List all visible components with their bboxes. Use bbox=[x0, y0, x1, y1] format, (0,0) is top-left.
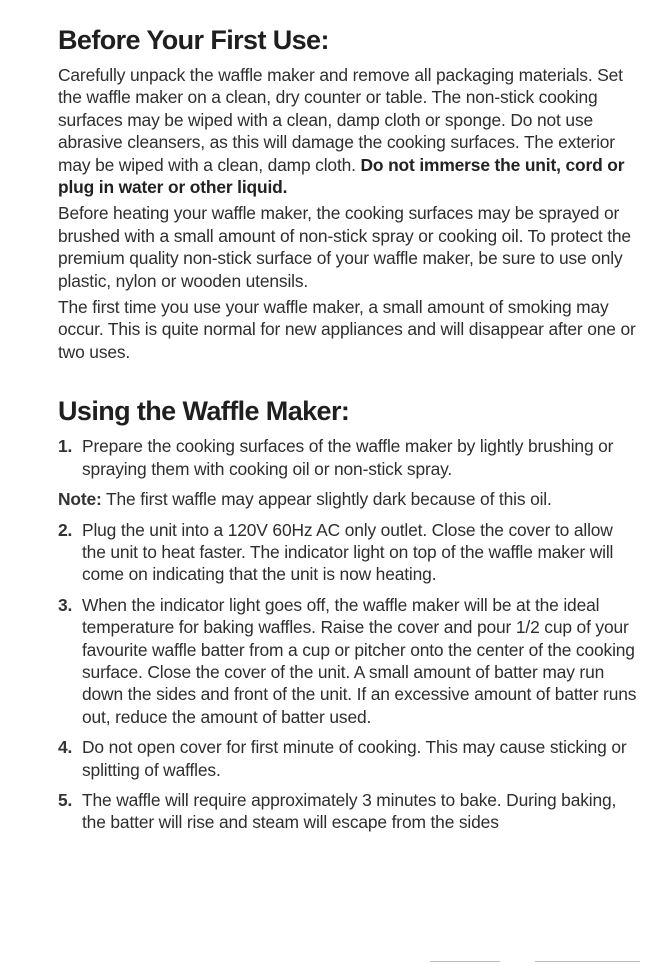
note bbox=[58, 488, 640, 510]
step-number: 2. bbox=[58, 519, 73, 540]
manual-page bbox=[58, 22, 640, 842]
section-heading-using: Using the Waffle Maker: bbox=[58, 396, 350, 427]
paragraph-preheat: Before heating your waffle maker, the cooking surfaces may be sprayed or brushed with a small amount of non-stick spray or cooking oil. To protect the premium quality non-stick surface of your waffle maker, be sure to use only plastic, nylon or wooden utensils. bbox=[58, 203, 631, 291]
step-number: 3. bbox=[58, 594, 73, 615]
page-edge-rule bbox=[430, 961, 500, 962]
step-5 bbox=[58, 789, 640, 834]
step-number: 5. bbox=[58, 789, 73, 810]
step-3 bbox=[58, 594, 640, 728]
step-text: Plug the unit into a 120V 60Hz AC only outlet. Close the cover to allow the unit to heat faster. The indicator light on top of the waffle maker will come on indicating that the unit is now heating. bbox=[82, 519, 614, 585]
page-edge-rule bbox=[535, 961, 640, 962]
note-text: The first waffle may appear slightly dark because of this oil. bbox=[101, 489, 552, 510]
paragraph-unpack-text: Carefully unpack the waffle maker and remove all packaging materials. Set the waffle maker on a clean, dry counter or table. The non-stick cooking surfaces may be wiped with a clean, damp cloth or sponge. Do not use abrasive cleansers, as this will damage the cooking surfaces. The exterior may be wiped with a clean, damp cloth. bbox=[58, 65, 623, 175]
paragraph-first-smoking: The first time you use your waffle maker, a small amount of smoking may occur. This is quite normal for new appliances and will disappear after one or two uses. bbox=[58, 297, 636, 362]
step-1 bbox=[58, 435, 640, 480]
section-heading-before-first-use: Before Your First Use: bbox=[58, 25, 329, 55]
step-number: 4. bbox=[58, 737, 73, 758]
instruction-steps bbox=[58, 435, 640, 480]
step-text: When the indicator light goes off, the waffle maker will be at the ideal temperature for baking waffles. Raise the cover and pour 1/2 cup of your favourite waffle batter from a cup or pitcher onto the center of the cooking surface. Close the cover of the unit. A small amount of batter may run down the sides and front of the unit. If an excessive amount of batter runs out, reduce the amount of batter used. bbox=[82, 594, 637, 727]
step-text: Do not open cover for first minute of cooking. This may cause sticking or splitting of waffles. bbox=[82, 737, 627, 780]
step-4 bbox=[58, 736, 640, 781]
instruction-steps-continued bbox=[58, 519, 640, 834]
step-text: The waffle will require approximately 3 minutes to bake. During baking, the batter will rise and steam will escape from the sides bbox=[82, 789, 617, 833]
step-number: 1. bbox=[58, 436, 73, 457]
step-text: Prepare the cooking surfaces of the waffle maker by lightly brushing or spraying them with cooking oil or non-stick spray. bbox=[82, 436, 614, 479]
paragraph-unpack bbox=[58, 64, 640, 198]
step-2 bbox=[58, 519, 640, 586]
note-label: Note: bbox=[58, 489, 102, 510]
warning-no-immerse: Do not immerse the unit, cord or plug in water or other liquid. bbox=[58, 154, 625, 198]
